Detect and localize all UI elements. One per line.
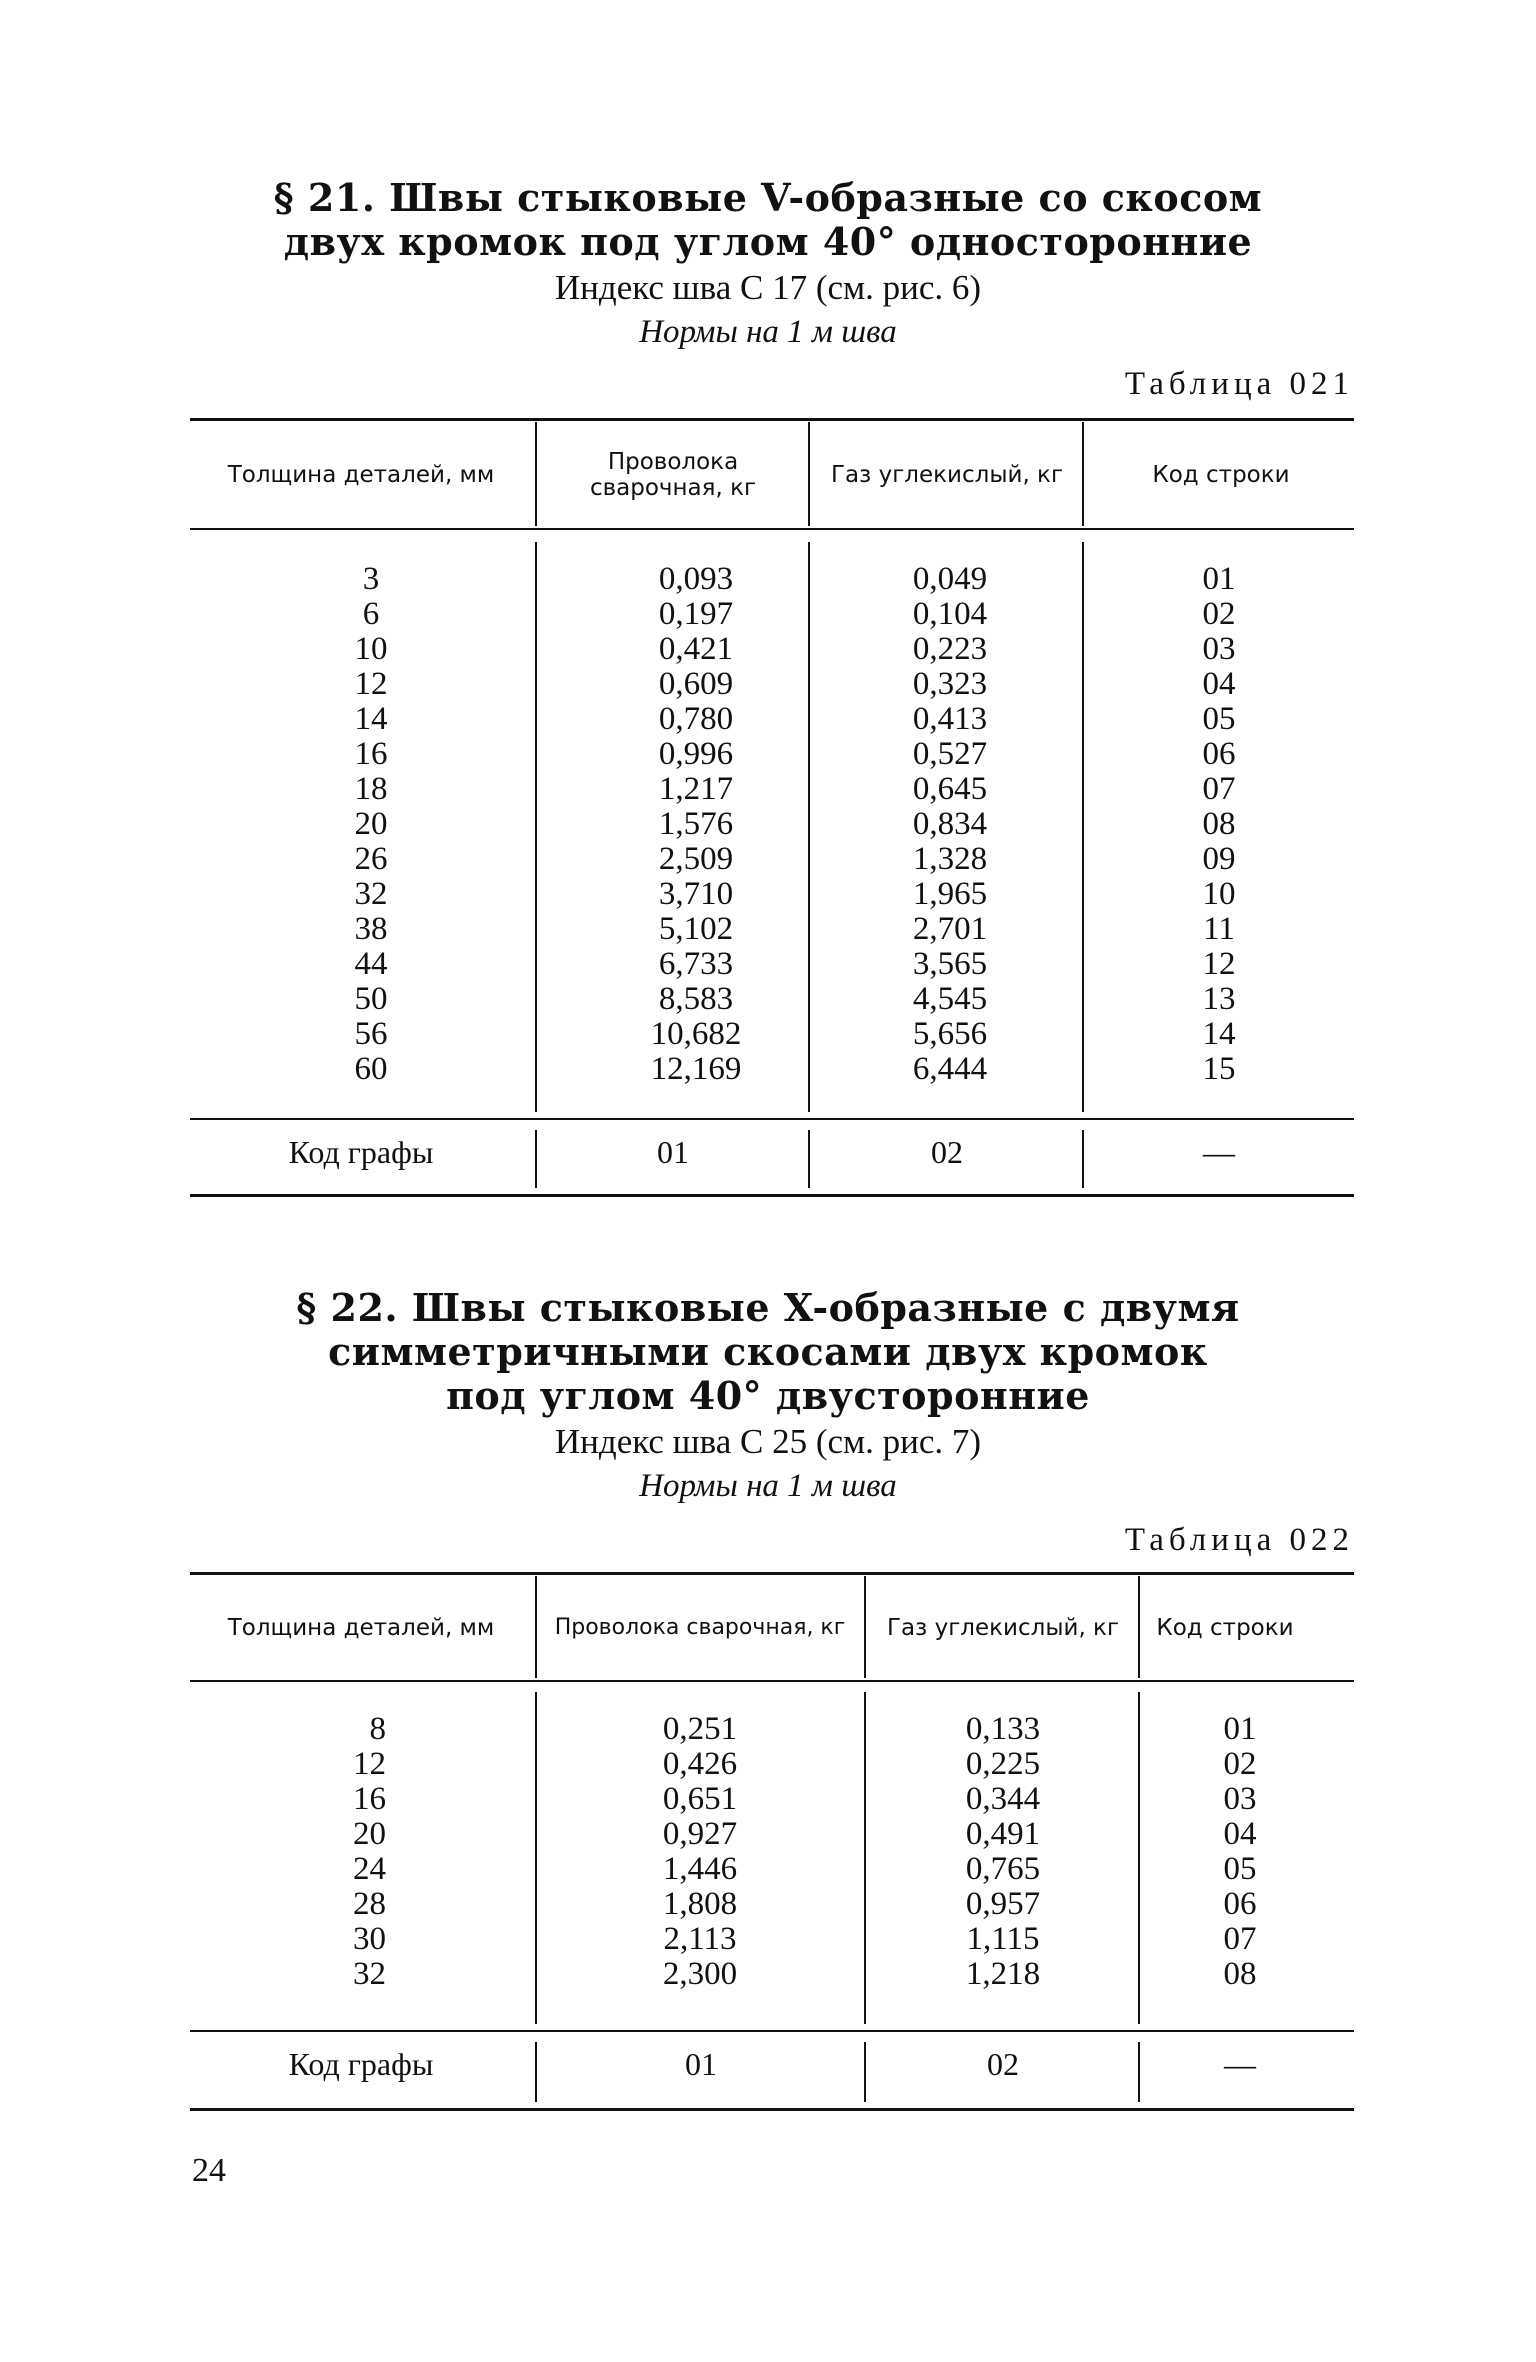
table-cell: 0,421	[658, 631, 734, 667]
column-divider	[1082, 422, 1084, 526]
table-cell: 0,049	[912, 561, 988, 597]
table-cell: 12	[1202, 946, 1236, 982]
section-22	[0, 1286, 1536, 1506]
table-cell: 32	[354, 876, 388, 912]
footer-code: —	[1203, 1134, 1235, 1170]
table-cell: 16	[354, 736, 388, 772]
table-cell: 5,102	[658, 911, 734, 947]
section-22-heading	[0, 1286, 1536, 1418]
table-cell: 2,113	[663, 1921, 737, 1957]
section-21-heading-line2: двух кромок под углом 40° односторонние	[283, 219, 1253, 264]
section-22-heading-line2: симметричными скосами двух кромок	[328, 1329, 1208, 1374]
table-cell: 0,645	[912, 771, 988, 807]
section-22-heading-line1: § 22. Швы стыковые X-образные с двумя	[296, 1285, 1240, 1330]
table-cell: 0,223	[912, 631, 988, 667]
column-divider	[535, 1692, 537, 2024]
table-cell: 01	[1202, 561, 1236, 597]
table-cell: 14	[354, 701, 388, 737]
footer-wire: 01	[657, 1134, 689, 1170]
table-cell: 11	[1203, 911, 1235, 947]
header-code: Код строки	[1156, 1615, 1294, 1641]
header-thickness: Толщина деталей, мм	[227, 462, 495, 488]
table-cell: 05	[1223, 1851, 1257, 1887]
table-cell: 0,765	[965, 1851, 1041, 1887]
table-cell: 1,808	[662, 1886, 738, 1922]
table-cell: 56	[354, 1016, 388, 1052]
table-cell: 01	[1223, 1711, 1257, 1747]
table-cell: 0,996	[658, 736, 734, 772]
table-cell: 8,583	[658, 981, 734, 1017]
header-thickness: Толщина деталей, мм	[227, 1615, 495, 1641]
header-wire: Проволока сварочная, кг	[589, 449, 757, 501]
table-cell: 30	[353, 1921, 386, 1957]
table-cell: 3,565	[912, 946, 988, 982]
footer-gas: 02	[931, 1134, 963, 1170]
table-cell: 03	[1202, 631, 1236, 667]
table-cell: 06	[1202, 736, 1236, 772]
section-21-heading-line1: § 21. Швы стыковые V-образные со скосом	[273, 175, 1263, 220]
table-border	[190, 2108, 1354, 2111]
table-cell: 6,733	[658, 946, 734, 982]
table-cell: 12	[354, 666, 388, 702]
column-divider	[535, 2042, 537, 2102]
table-cell: 0,093	[658, 561, 734, 597]
table-border	[190, 418, 1354, 421]
table-cell: 0,251	[662, 1711, 738, 1747]
section-21-index: Индекс шва С 17 (см. рис. 6)	[554, 268, 982, 307]
table-cell: 08	[1223, 1956, 1257, 1992]
table-cell: 0,344	[965, 1781, 1041, 1817]
table-cell: 0,609	[658, 666, 734, 702]
table-cell: 05	[1202, 701, 1236, 737]
column-divider	[864, 1576, 866, 1678]
table-cell: 0,927	[662, 1816, 738, 1852]
section-22-heading-line3: под углом 40° двусторонние	[446, 1373, 1090, 1418]
column-divider	[1082, 542, 1084, 1112]
table-cell: 6	[362, 596, 380, 632]
table-cell: 0,197	[658, 596, 734, 632]
section-22-index: Индекс шва С 25 (см. рис. 7)	[554, 1422, 982, 1461]
table-border	[190, 1194, 1354, 1197]
column-divider	[864, 1692, 866, 2024]
table-cell: 3,710	[658, 876, 734, 912]
code-column	[1182, 1712, 1298, 1992]
thickness-column	[190, 1712, 386, 1992]
table-cell: 03	[1223, 1781, 1257, 1817]
table-cell: 10	[1202, 876, 1236, 912]
table-cell: 0,780	[658, 701, 734, 737]
table-cell: 12	[353, 1746, 386, 1782]
table-cell: 0,426	[662, 1746, 738, 1782]
table-cell: 04	[1223, 1816, 1257, 1852]
thickness-column	[190, 562, 552, 1087]
column-divider	[1138, 1576, 1140, 1678]
table-cell: 0,527	[912, 736, 988, 772]
gas-column	[890, 1712, 1116, 1992]
table-cell: 12,169	[650, 1051, 742, 1087]
table-cell: 3	[362, 561, 380, 597]
table-cell: 1,965	[912, 876, 988, 912]
column-divider	[535, 1130, 537, 1188]
table-cell: 1,115	[966, 1921, 1040, 1957]
table-cell: 0,834	[912, 806, 988, 842]
gas-column	[824, 562, 1076, 1087]
table-021-label: Таблица 021	[1124, 366, 1354, 402]
table-cell: 1,217	[658, 771, 734, 807]
wire-column	[570, 562, 822, 1087]
column-divider	[1138, 1692, 1140, 2024]
header-gas: Газ углекислый, кг	[830, 462, 1064, 488]
table-cell: 60	[354, 1051, 388, 1087]
footer-label: Код графы	[288, 1134, 434, 1170]
section-21	[0, 176, 1536, 352]
table-cell: 0,323	[912, 666, 988, 702]
column-divider	[808, 422, 810, 526]
table-cell: 07	[1202, 771, 1236, 807]
table-cell: 50	[354, 981, 388, 1017]
table-cell: 5,656	[912, 1016, 988, 1052]
table-cell: 02	[1202, 596, 1236, 632]
header-divider	[190, 1680, 1354, 1682]
table-cell: 08	[1202, 806, 1236, 842]
section-22-norms: Нормы на 1 м шва	[639, 1468, 897, 1504]
column-divider	[808, 1130, 810, 1188]
table-cell: 6,444	[912, 1051, 988, 1087]
table-cell: 1,218	[965, 1956, 1041, 1992]
table-cell: 20	[353, 1816, 386, 1852]
column-divider	[1082, 1130, 1084, 1188]
table-cell: 24	[353, 1851, 386, 1887]
table-cell: 20	[354, 806, 388, 842]
table-022-label: Таблица 022	[1124, 1522, 1354, 1558]
footer-gas: 02	[987, 2046, 1019, 2082]
table-cell: 26	[354, 841, 388, 877]
header-code: Код строки	[1152, 462, 1290, 488]
table-cell: 06	[1223, 1886, 1257, 1922]
footer-divider	[190, 1118, 1354, 1120]
table-cell: 0,957	[965, 1886, 1041, 1922]
header-wire: Проволока сварочная, кг	[554, 1615, 846, 1640]
code-column	[1150, 562, 1288, 1087]
column-divider	[1138, 2042, 1140, 2102]
table-cell: 2,509	[658, 841, 734, 877]
column-divider	[535, 1576, 537, 1678]
table-cell: 0,651	[662, 1781, 738, 1817]
header-divider	[190, 528, 1354, 530]
table-cell: 13	[1202, 981, 1236, 1017]
table-border	[190, 1572, 1354, 1575]
table-cell: 0,413	[912, 701, 988, 737]
table-cell: 32	[353, 1956, 386, 1992]
table-cell: 04	[1202, 666, 1236, 702]
table-cell: 1,328	[912, 841, 988, 877]
footer-label: Код графы	[288, 2046, 434, 2082]
section-21-heading	[0, 176, 1536, 264]
table-cell: 02	[1223, 1746, 1257, 1782]
column-divider	[535, 422, 537, 526]
page-number: 24	[192, 2152, 226, 2189]
table-cell: 07	[1223, 1921, 1257, 1957]
footer-wire: 01	[685, 2046, 717, 2082]
table-cell: 10,682	[650, 1016, 742, 1052]
table-cell: 0,225	[965, 1746, 1041, 1782]
table-cell: 09	[1202, 841, 1236, 877]
table-cell: 38	[354, 911, 388, 947]
table-cell: 1,576	[658, 806, 734, 842]
table-cell: 15	[1202, 1051, 1236, 1087]
wire-column	[584, 1712, 816, 1992]
table-cell: 2,701	[912, 911, 988, 947]
footer-divider	[190, 2030, 1354, 2032]
table-022	[190, 1572, 1354, 2118]
table-cell: 28	[353, 1886, 386, 1922]
table-cell: 0,491	[965, 1816, 1041, 1852]
table-021	[190, 418, 1354, 1200]
table-cell: 10	[354, 631, 388, 667]
table-cell: 14	[1202, 1016, 1236, 1052]
table-cell: 8	[369, 1711, 386, 1747]
footer-code: —	[1224, 2046, 1256, 2082]
table-cell: 44	[354, 946, 388, 982]
table-cell: 1,446	[662, 1851, 738, 1887]
table-cell: 4,545	[912, 981, 988, 1017]
table-cell: 18	[354, 771, 388, 807]
table-cell: 0,133	[965, 1711, 1041, 1747]
header-gas: Газ углекислый, кг	[886, 1615, 1120, 1641]
column-divider	[864, 2042, 866, 2102]
section-21-norms: Нормы на 1 м шва	[639, 314, 897, 350]
table-cell: 0,104	[912, 596, 988, 632]
table-cell: 2,300	[662, 1956, 738, 1992]
table-cell: 16	[353, 1781, 386, 1817]
